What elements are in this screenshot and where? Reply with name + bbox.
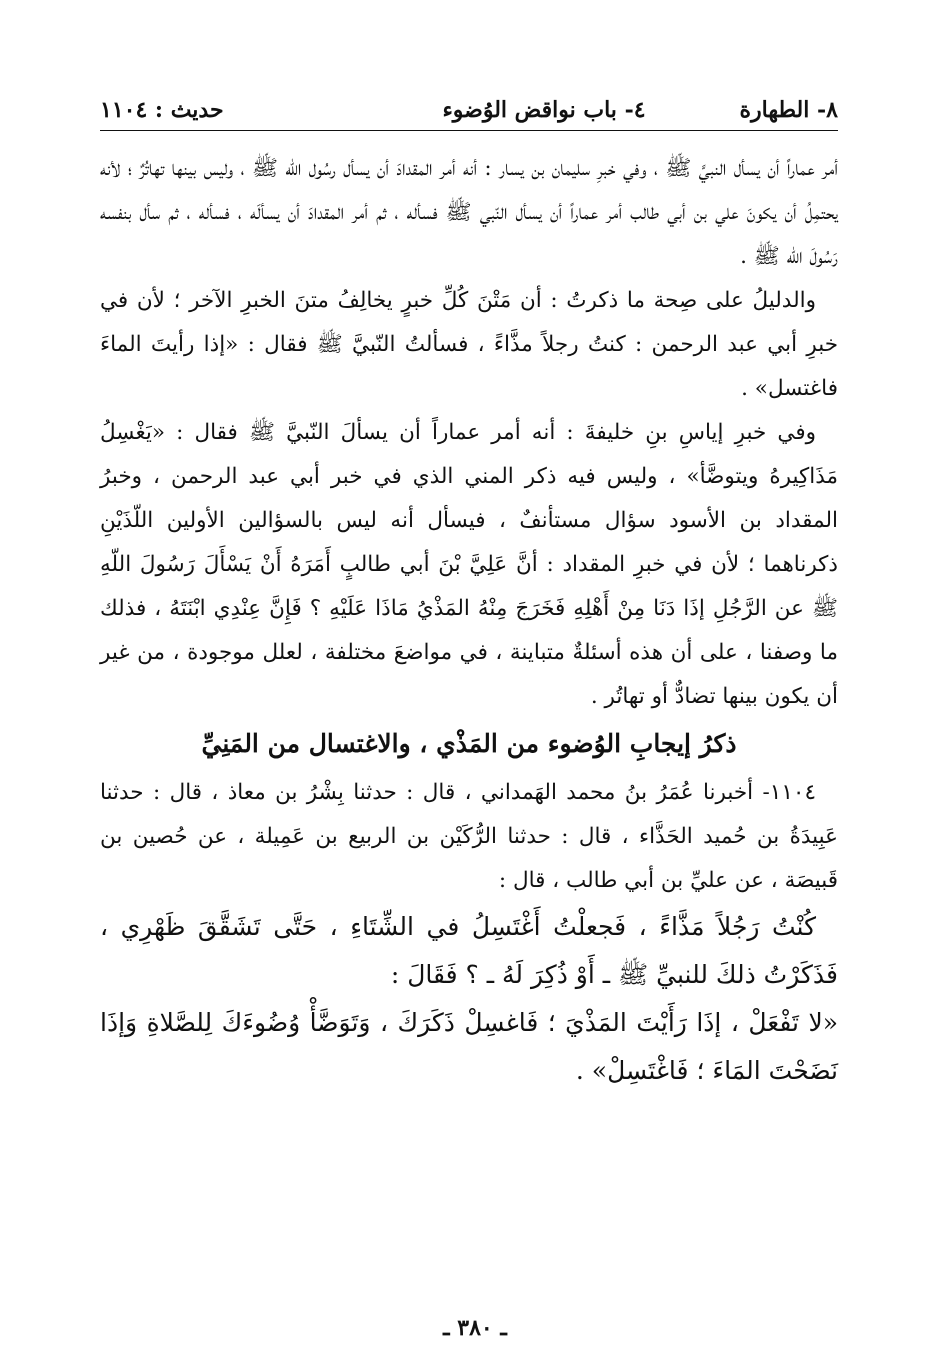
- hadith-number-label: حديث : ١١٠٤: [100, 97, 224, 123]
- book-chapter-title: ٨- الطهارة: [739, 97, 838, 123]
- commentary-text: [100, 147, 838, 719]
- page-number: ـ ٣٨٠ ـ: [443, 1315, 507, 1341]
- hadith-isnad-block: [100, 771, 838, 903]
- section-heading: ذكرُ إيجابِ الوُضوء من المَذْي ، والاغتسال من المَنِيِّ: [201, 729, 737, 758]
- paragraph: وفي خبرِ إياسِ بنِ خليفةَ : أنه أمر عماراً أن يسألَ النّبيَّ ﷺ فقال : «يَغْسِلُ مَذَاكِيرهُ ويتوضَّأ» ، وليس فيه ذكر المني الذي في خبر أبي عبد الرحمن ، وخبرُ المقداد بن الأسود سؤال مستأنفٌ ، فيسأل أنه ليس بالسؤالين الأولين اللّذَيْنِ ذكرناهما ؛ لأن في خبرِ المقداد : أنَّ عَلِيَّ بْنَ أبي طالبٍ أَمَرَهُ أَنْ يَسْأَلَ رَسُولَ اللّهِ ﷺ عن الرَّجُلِ إذَا دَنَا مِنْ أَهْلِهِ فَخَرَجَ مِنْهُ المَذْيُ مَاذَا عَلَيْهِ ؟ فَإِنَّ عِنْدِي ابْنَتَهُ ، فذلك ما وصفنا ، على أن هذه أسئلةٌ متباينة ، في مواضعَ مختلفة ، لعلل موجودة ، من غير أن يكون بينها تضادٌّ أو تهاتُر .: [100, 420, 838, 709]
- hadith-isnad: ١١٠٤- أخبرنا عُمَرُ بنُ محمد الهَمداني ، قال : حدثنا بِشْرُ بن معاذ ، قال : حدثنا عَبِيدَةُ بن حُميد الحَذَّاء ، قال : حدثنا الرُّكَيْن بن الربيع بن عَمِيلة ، عن حُصين بن قَبيصَة ، عن عليِّ بن أبي طالب ، قال :: [100, 780, 838, 893]
- section-title: ٤- باب نواقض الوُضوء: [442, 97, 646, 123]
- hadith-matn-line: كُنْتُ رَجُلاً مَذَّاءً ، فَجعلْتُ أَغْتَسِلُ في الشِّتَاءِ ، حَتَّى تَشَقَّقَ ظَهْرِي ، فَذَكَرْتُ ذلكَ للنبيِّ ﷺ ـ أَوْ ذُكِرَ لَهُ ـ ؟ فَقَالَ :: [100, 912, 838, 989]
- hadith-matn-line: «لا تَفْعَلْ ، إذَا رَأَيْتَ المَذْيَ ؛ فَاغسِلْ ذَكَرَكَ ، وَتَوَضَّأْ وُضُوءَكَ لِلصَّلاةِ وَإذَا نَضَحْتَ المَاءَ ؛ فَاغْتَسِلْ» .: [100, 1008, 838, 1085]
- paragraph: أمر عماراً أن يسأل النبيَّ ﷺ ، وفي خبرِ سليمان بن يسار : أنه أمر المقدادَ أن يسأل رسُول اللّه ﷺ ، وليس بينها تهاتُرٌ ؛ لأنه يحتمِلُ أن يكونَ علي بن أبي طالب أمر عماراً أن يسأل النّبي ﷺ فسأله ، ثم أمر المقدادَ أن يسألَه ، فسأله ، ثم سأل بنفسه رَسُولَ اللّه ﷺ .: [100, 156, 838, 269]
- hadith-matn-block: [100, 903, 838, 1095]
- paragraph: والدليلُ على صِحة ما ذكرتُ : أن مَتْنَ كُلِّ خبرٍ يخالِفُ متنَ الخبرِ الآخر ؛ لأن في خبرِ أبي عبد الرحمن : كنتُ رجلاً مذَّاءً ، فسألتُ النّبيَّ ﷺ فقال : «إذا رأيتَ الماءَ فاغتسل» .: [100, 288, 838, 401]
- running-header: [100, 90, 838, 131]
- document-page: [100, 90, 838, 1320]
